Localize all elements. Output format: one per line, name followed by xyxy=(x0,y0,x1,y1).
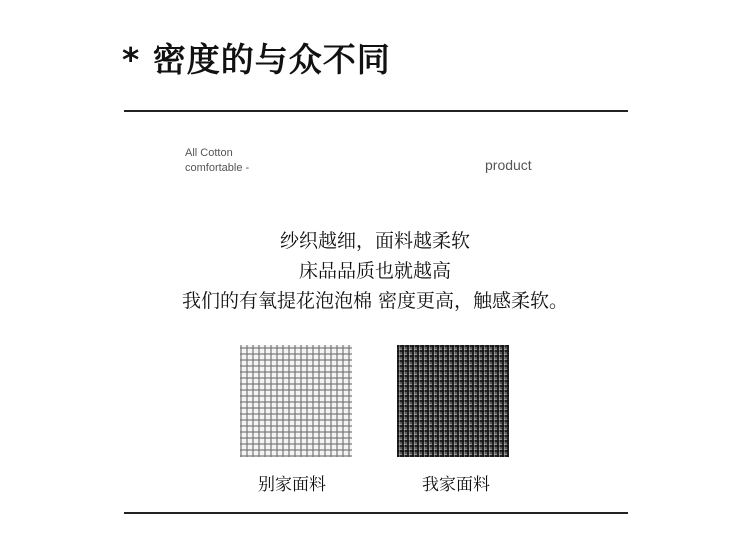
page-title: * 密度的与众不同 xyxy=(122,40,391,79)
our-fabric-caption: 我家面料 xyxy=(422,475,490,495)
description-line-1: 纱织越细，面料越柔软 xyxy=(279,230,470,252)
top-divider xyxy=(124,110,628,112)
english-tagline xyxy=(185,146,249,176)
description-line-3: 我们的有氧提花泡泡棉 密度更高，触感柔软。 xyxy=(181,290,569,312)
tagline-line-1: All Cotton xyxy=(185,147,233,159)
other-fabric-caption: 别家面料 xyxy=(258,475,326,495)
description-line-2: 床品品质也就越高 xyxy=(298,260,451,282)
tagline-product: product xyxy=(485,157,532,173)
bottom-divider xyxy=(124,512,628,514)
description-block xyxy=(0,226,750,316)
other-fabric-swatch-image xyxy=(240,345,352,457)
tagline-line-2: comfortable - xyxy=(185,162,250,174)
our-fabric-swatch-image xyxy=(397,345,509,457)
